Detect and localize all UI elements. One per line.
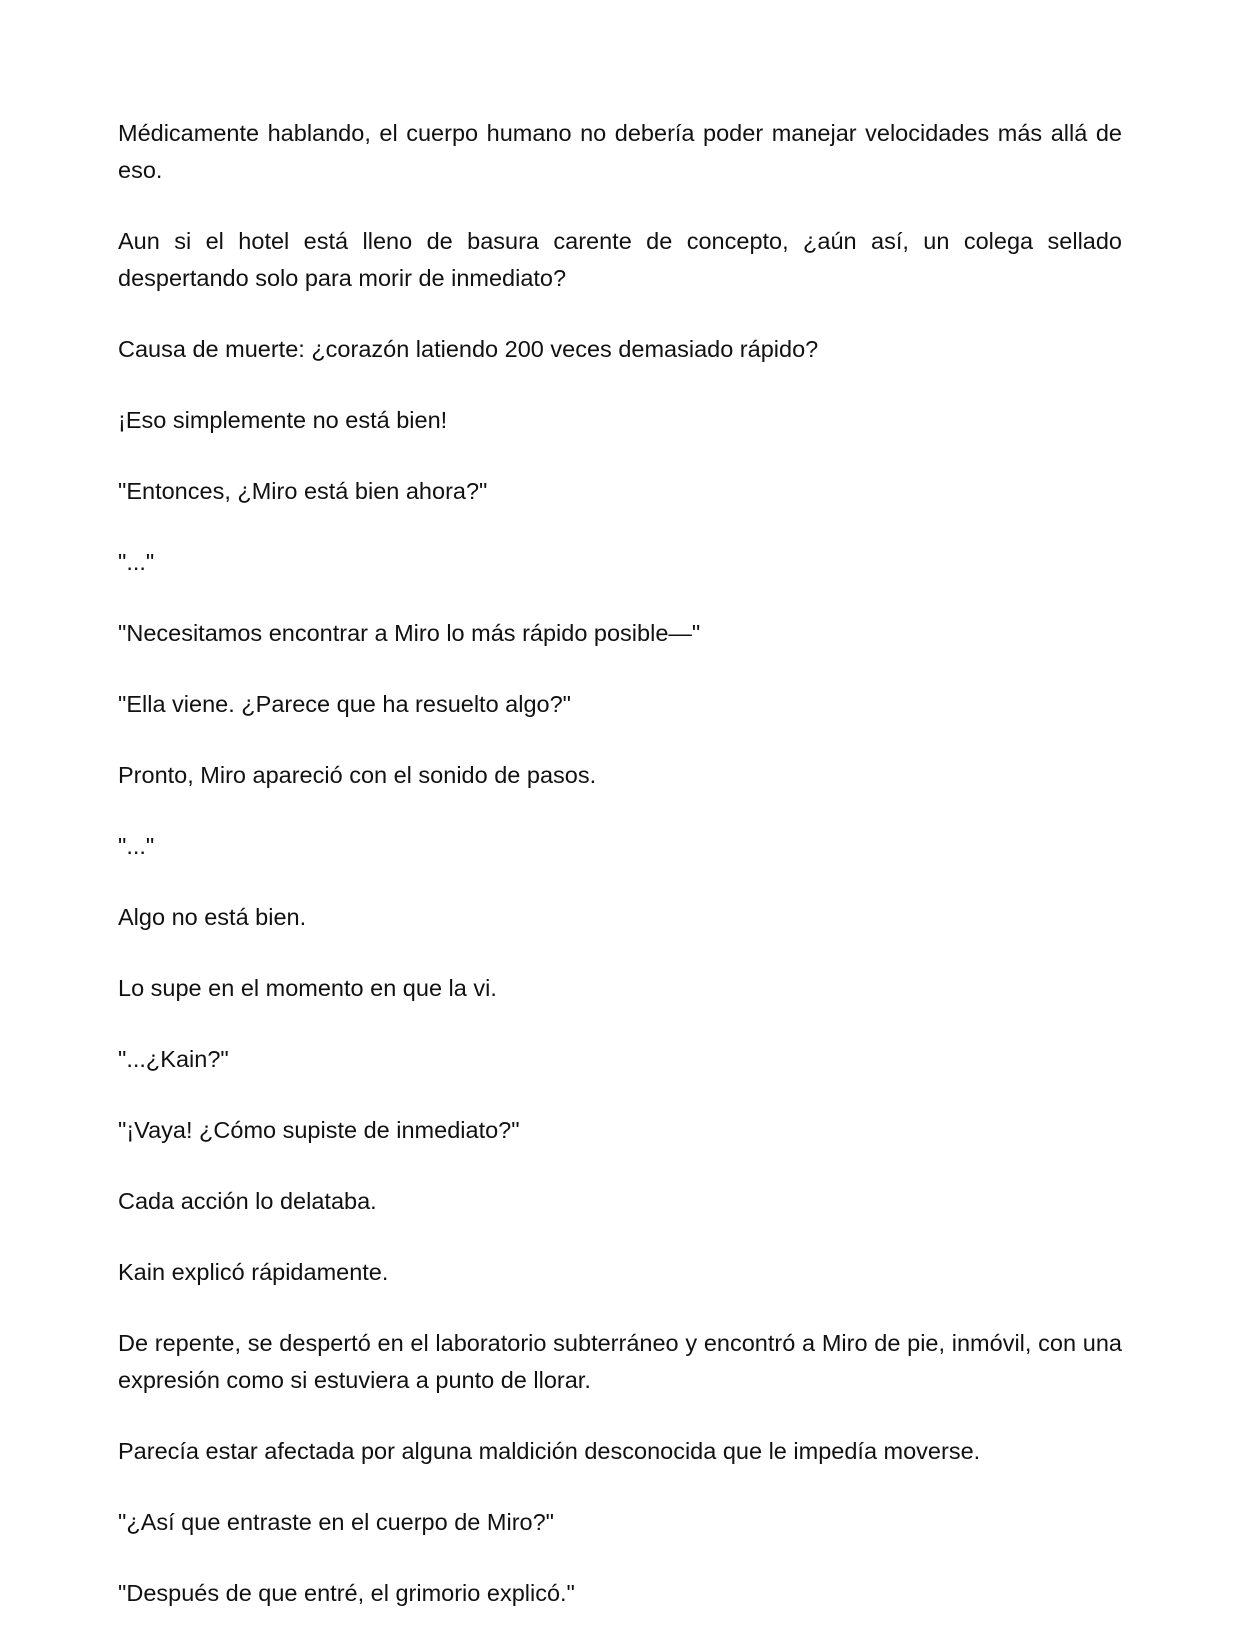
paragraph: "¿Así que entraste en el cuerpo de Miro?"	[118, 1509, 555, 1535]
paragraph: "Después de que entré, el grimorio explicó."	[118, 1580, 575, 1606]
paragraph: Parecía estar afectada por alguna maldición desconocida que le impedía moverse.	[118, 1438, 981, 1464]
paragraph: "¡Vaya! ¿Cómo supiste de inmediato?"	[118, 1117, 520, 1143]
paragraph: "..."	[118, 833, 155, 859]
document-body	[118, 115, 1122, 1646]
paragraph: Kain explicó rápidamente.	[118, 1259, 389, 1285]
paragraph: Aun si el hotel está lleno de basura carente de concepto, ¿aún así, un colega sellado despertando solo para morir de inmediato?	[118, 228, 1122, 291]
paragraph: "...¿Kain?"	[118, 1046, 229, 1072]
paragraph: Lo supe en el momento en que la vi.	[118, 975, 497, 1001]
paragraph: Cada acción lo delataba.	[118, 1188, 377, 1214]
paragraph: Médicamente hablando, el cuerpo humano no debería poder manejar velocidades más allá de eso.	[118, 120, 1122, 183]
paragraph: De repente, se despertó en el laboratorio subterráneo y encontró a Miro de pie, inmóvil, con una expresión como si estuviera a punto de llorar.	[118, 1330, 1122, 1393]
paragraph: ¡Eso simplemente no está bien!	[118, 407, 448, 433]
paragraph: "Ella viene. ¿Parece que ha resuelto algo?"	[118, 691, 572, 717]
paragraph: "..."	[118, 549, 155, 575]
paragraph: "Entonces, ¿Miro está bien ahora?"	[118, 478, 488, 504]
paragraph: "Necesitamos encontrar a Miro lo más rápido posible—"	[118, 620, 701, 646]
paragraph: Algo no está bien.	[118, 904, 307, 930]
paragraph: Causa de muerte: ¿corazón latiendo 200 veces demasiado rápido?	[118, 336, 819, 362]
paragraph: Pronto, Miro apareció con el sonido de pasos.	[118, 762, 597, 788]
